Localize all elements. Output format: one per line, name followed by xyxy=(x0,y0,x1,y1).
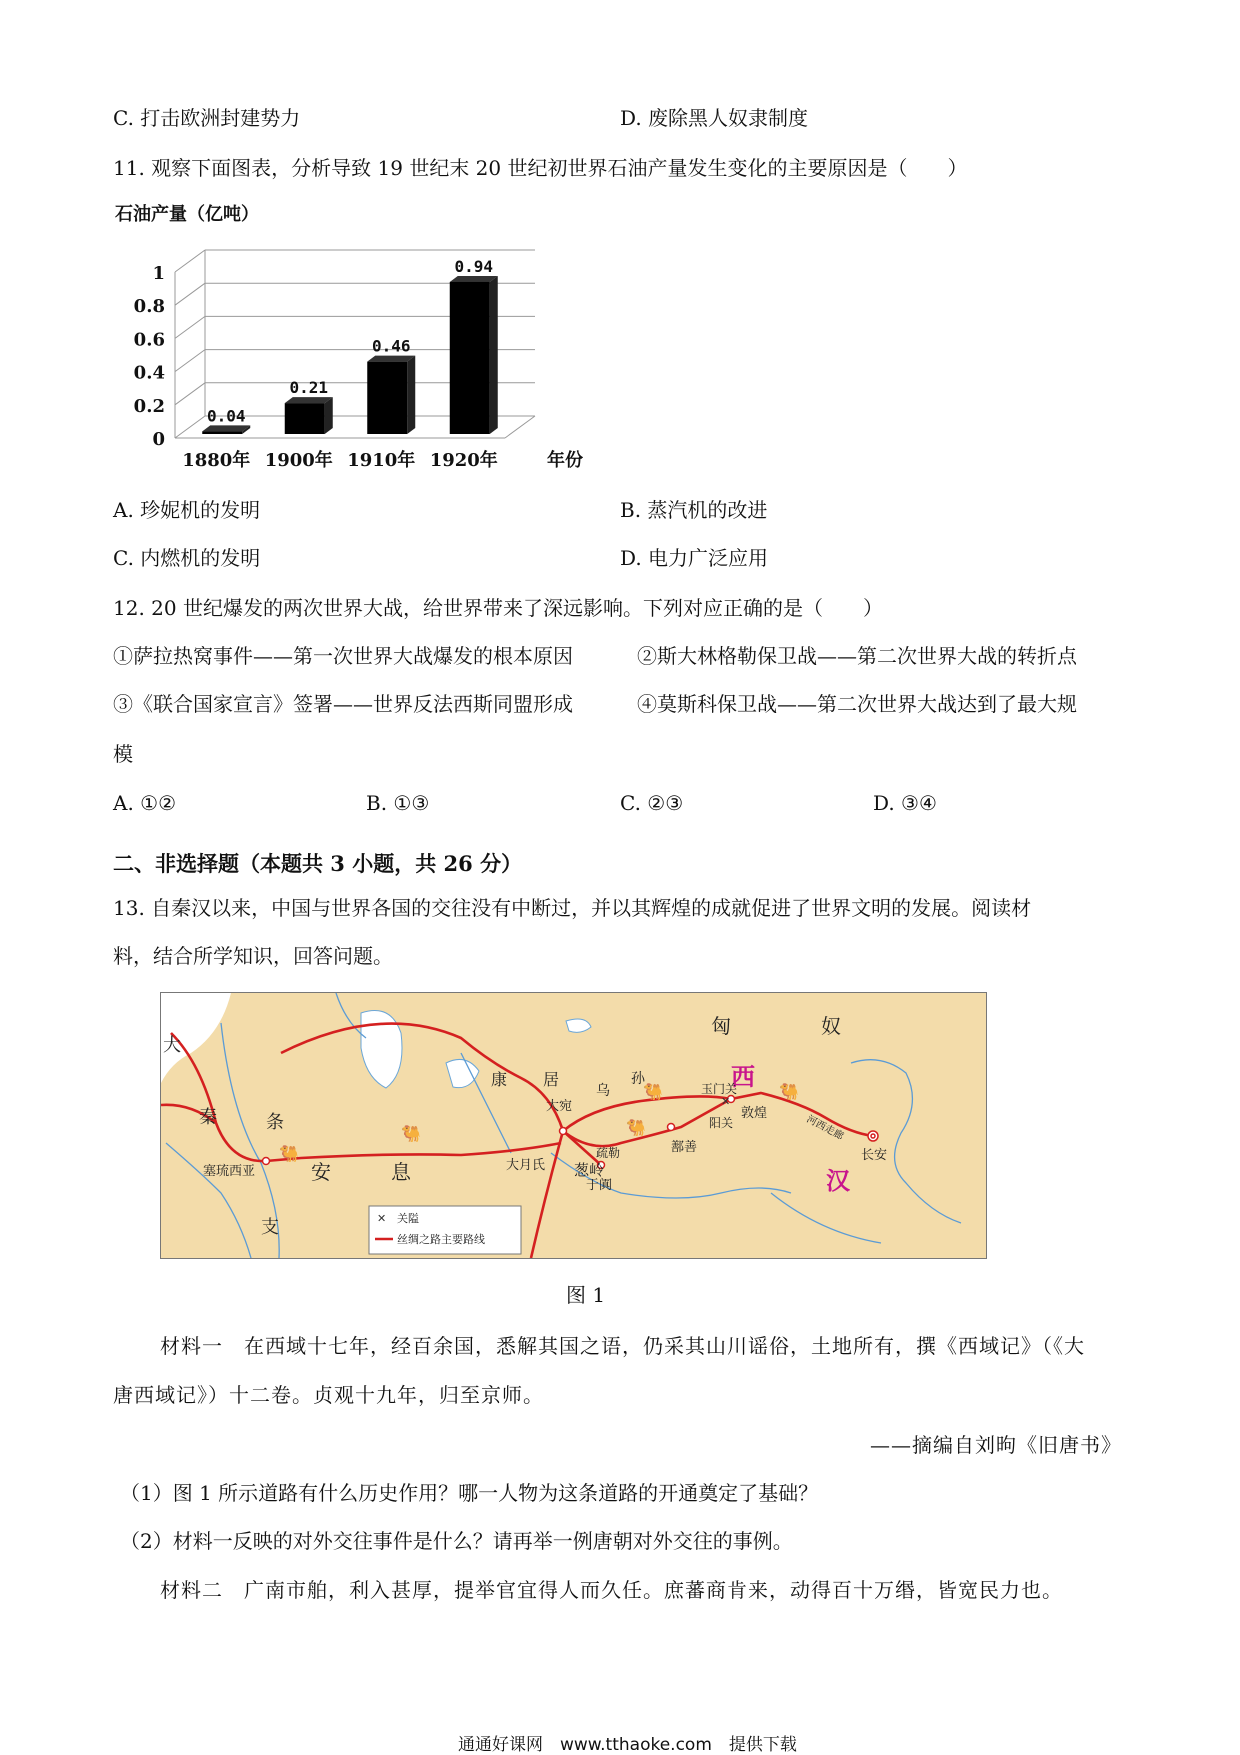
camel-icon: 🐫 xyxy=(643,1082,663,1101)
q13-stem-line2: 料，结合所学知识，回答问题。 xyxy=(113,944,393,968)
x-category-label: 1920年 xyxy=(429,450,498,471)
y-tick-label: 0.4 xyxy=(133,362,165,384)
map-label-xiongnu-1: 匈 xyxy=(711,1014,731,1038)
y-tick-label: 0 xyxy=(152,429,165,450)
q12-item-4-cont: 模 xyxy=(113,742,133,766)
chart-gridline-depth xyxy=(175,250,205,272)
y-tick-label: 0.8 xyxy=(133,296,165,318)
q12-option-d: D. ③④ xyxy=(873,791,937,815)
bar-data-label: 0.46 xyxy=(371,336,411,356)
city-marker xyxy=(668,1124,675,1131)
map-label-ju: 居 xyxy=(543,1070,560,1089)
q11-option-b: B. 蒸汽机的改进 xyxy=(620,498,768,522)
map-label-shule: 疏勒 xyxy=(596,1146,621,1160)
map-label-saileuxiya: 塞琉西亚 xyxy=(203,1164,256,1179)
material-1-line1: 材料一 在西域十七年，经百余国，悉解其国之语，仍采其山川谣俗，土地所有，撰《西域记》（《大 xyxy=(160,1334,1085,1358)
q12-option-b: B. ①③ xyxy=(366,791,430,815)
q10-option-d: D. 废除黑人奴隶制度 xyxy=(620,106,809,130)
legend-pass-label: 关隘 xyxy=(397,1212,419,1225)
bar-data-label: 0.21 xyxy=(289,378,329,398)
map-label-yumenguan: 玉门关 xyxy=(701,1082,738,1096)
chart-gridline-depth xyxy=(175,383,205,405)
map-label-xi-rest: 息 xyxy=(391,1160,411,1184)
q12-item-2: ②斯大林格勒保卫战——第二次世界大战的转折点 xyxy=(637,644,1077,668)
material-1-line2: 唐西域记》）十二卷。贞观十九年，归至京师。 xyxy=(113,1383,544,1407)
chart-gridline-depth xyxy=(175,283,205,305)
bar xyxy=(450,282,490,434)
page-footer: 通通好课网 www.tthaoke.com 提供下载 xyxy=(458,1735,797,1755)
map-label-yutian: 于阗 xyxy=(586,1178,613,1193)
city-marker xyxy=(560,1128,567,1135)
y-tick-label: 0.6 xyxy=(133,329,165,351)
figure-caption: 图 1 xyxy=(566,1283,606,1307)
legend-pass-icon: ✕ xyxy=(377,1212,387,1225)
map-label-dayuan: 大宛 xyxy=(546,1099,573,1114)
capital-marker-center xyxy=(871,1134,875,1138)
bar-top xyxy=(285,397,333,403)
bar-side xyxy=(490,276,498,434)
chart-gridline-depth xyxy=(175,416,205,438)
q13-stem-line1: 13. 自秦汉以来，中国与世界各国的交往没有中断过，并以其辉煌的成就促进了世界文明的发展。阅读材 xyxy=(113,896,1032,920)
map-label-wu: 乌 xyxy=(596,1083,610,1099)
x-category-label: 1880年 xyxy=(182,450,251,471)
q11-stem: 11. 观察下面图表，分析导致 19 世纪末 20 世纪初世界石油产量发生变化的主要原因是（ ） xyxy=(113,156,968,180)
bar-top xyxy=(367,356,415,362)
map-label-zhi: 支 xyxy=(261,1217,279,1238)
q12-stem: 12. 20 世纪爆发的两次世界大战，给世界带来了深远影响。下列对应正确的是（ ） xyxy=(113,596,883,620)
bar xyxy=(285,403,325,434)
chart-floor-right xyxy=(505,416,535,438)
q12-option-a: A. ①② xyxy=(113,791,177,815)
map-label-dayuezhi: 大月氏 xyxy=(506,1158,546,1173)
bar xyxy=(367,362,407,434)
map-label-qin: 秦 xyxy=(199,1107,217,1128)
map-label-yangguan: 阳关 xyxy=(709,1116,734,1130)
q12-option-c: C. ②③ xyxy=(620,791,684,815)
q11-option-a: A. 珍妮机的发明 xyxy=(113,498,261,522)
q12-item-1: ①萨拉热窝事件——第一次世界大战爆发的根本原因 xyxy=(113,644,573,668)
map-label-changan: 长安 xyxy=(861,1148,888,1163)
map-label-hexi: 河西走廊 xyxy=(804,1113,846,1143)
x-axis-label: 年份 xyxy=(547,450,583,471)
section-2-title: 二、非选择题（本题共 3 小题，共 26 分） xyxy=(113,851,523,876)
map-label-shanshan: 鄯善 xyxy=(671,1140,698,1155)
map-label-xiongnu-2: 奴 xyxy=(821,1014,841,1038)
bar-data-label: 0.94 xyxy=(454,256,494,276)
city-marker xyxy=(263,1158,270,1165)
camel-icon: 🐫 xyxy=(779,1082,799,1101)
legend-route-label: 丝绸之路主要路线 xyxy=(397,1233,485,1246)
chart-gridline-depth xyxy=(175,316,205,338)
q13-subquestion-1: （1）图 1 所示道路有什么历史作用？哪一人物为这条道路的开通奠定了基础？ xyxy=(120,1481,819,1505)
map-label-kang: 康 xyxy=(491,1070,508,1089)
map-label-da: 大 xyxy=(163,1035,181,1056)
x-category-label: 1910年 xyxy=(347,450,416,471)
map-legend xyxy=(369,1206,521,1254)
oil-production-chart xyxy=(115,200,645,480)
bar-data-label: 0.04 xyxy=(206,406,246,426)
chart-gridline-depth xyxy=(175,350,205,372)
bar-top xyxy=(202,425,250,431)
map-label-tiao: 条 xyxy=(266,1112,284,1133)
silk-road-map xyxy=(160,992,987,1259)
map-label-dunhuang: 敦煌 xyxy=(741,1106,768,1121)
q10-option-c: C. 打击欧洲封建势力 xyxy=(113,106,301,130)
bar xyxy=(202,431,242,434)
silk-road-map-svg xyxy=(161,993,986,1258)
material-1-source: ——摘编自刘昫《旧唐书》 xyxy=(870,1433,1122,1457)
camel-icon: 🐫 xyxy=(401,1124,421,1143)
y-tick-label: 0.2 xyxy=(133,395,165,417)
q11-option-c: C. 内燃机的发明 xyxy=(113,546,261,570)
chart-title: 石油产量（亿吨） xyxy=(115,204,259,225)
q12-item-3: ③《联合国家宣言》签署——世界反法西斯同盟形成 xyxy=(113,692,573,716)
camel-icon: 🐫 xyxy=(279,1144,299,1163)
pass-icon: ✕ xyxy=(721,1095,731,1108)
q11-option-d: D. 电力广泛应用 xyxy=(620,546,769,570)
map-label-xi: 西 xyxy=(731,1063,755,1091)
y-tick-label: 1 xyxy=(152,263,165,284)
bar-side xyxy=(407,356,415,434)
map-label-sun: 孙 xyxy=(631,1071,645,1087)
bar-top xyxy=(450,276,498,282)
map-label-an: 安 xyxy=(311,1160,331,1184)
camel-icon: 🐫 xyxy=(626,1118,646,1137)
q13-subquestion-2: （2）材料一反映的对外交往事件是什么？请再举一例唐朝对外交往的事例。 xyxy=(120,1529,793,1553)
q12-item-4: ④莫斯科保卫战——第二次世界大战达到了最大规 xyxy=(637,692,1077,716)
bar-side xyxy=(325,397,333,434)
map-label-congling: 葱岭 xyxy=(574,1161,605,1179)
bar-chart-svg xyxy=(115,200,645,480)
material-2: 材料二 广南市舶，利入甚厚，提举官宜得人而久任。庶蕃商肯来，动得百十万缗，皆宽民力也。 xyxy=(160,1578,1063,1602)
map-label-han: 汉 xyxy=(826,1167,850,1195)
x-category-label: 1900年 xyxy=(264,450,333,471)
